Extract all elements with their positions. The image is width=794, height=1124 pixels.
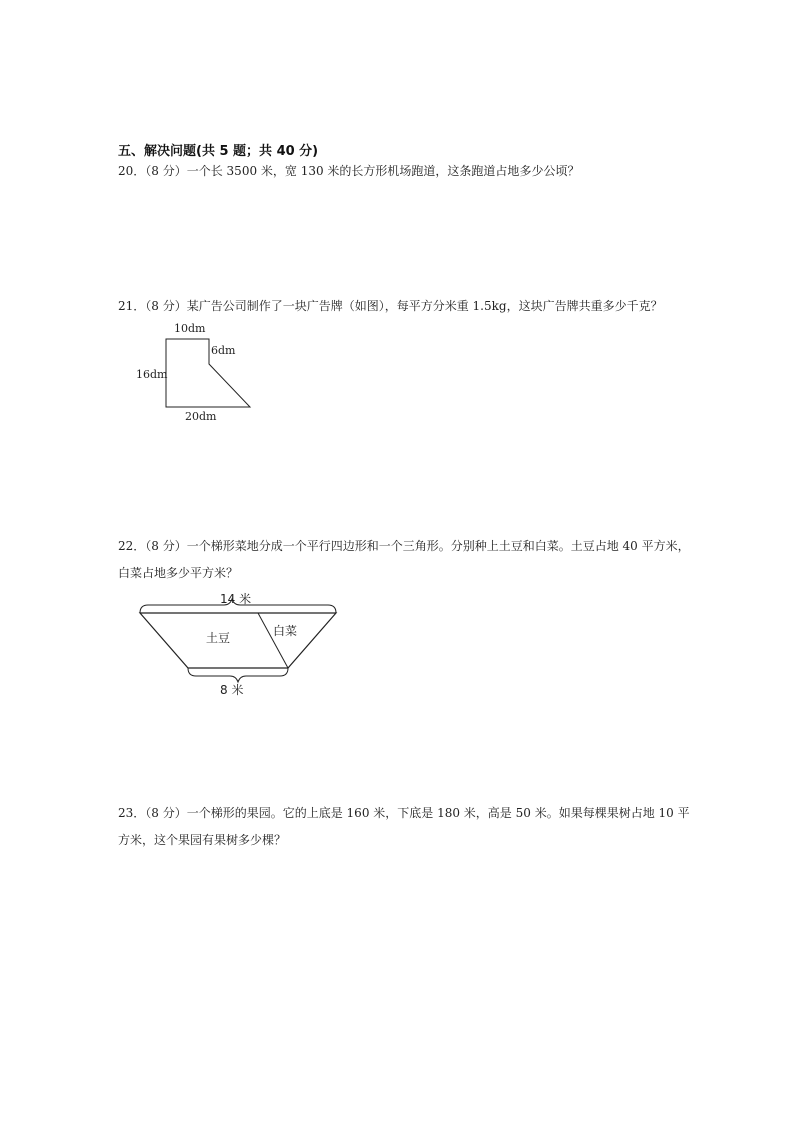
figure-label-bottom: 20dm — [185, 410, 217, 423]
question-22 — [118, 533, 693, 587]
bottom-brace — [188, 668, 288, 682]
question-23 — [118, 800, 693, 854]
question-text: 一个梯形的果园。它的上底是 160 米，下底是 180 米，高是 50 米。如果每棵果树占地 10 平方米，这个果园有果树多少棵？ — [118, 806, 690, 847]
question-number: 20． — [118, 164, 146, 178]
question-score: （8 分） — [145, 299, 187, 313]
question-number: 23． — [118, 806, 146, 820]
question-score: （8 分） — [145, 539, 187, 553]
trapezoid-field-figure — [130, 588, 360, 698]
figure-label-bottom: 8 米 — [220, 683, 244, 697]
trapezoid-outline — [140, 613, 336, 668]
divider-line — [258, 613, 288, 668]
figure-label-top: 14 米 — [220, 592, 252, 606]
region-label-cabbage: 白菜 — [273, 624, 298, 638]
region-label-potato: 土豆 — [206, 631, 231, 645]
section-title: 五、解决问题(共 5 题；共 40 分) — [118, 144, 319, 159]
figure-label-left: 16dm — [136, 368, 168, 381]
question-text: 某广告公司制作了一块广告牌（如图），每平方分米重 1.5kg，这块广告牌共重多少千克？ — [186, 299, 663, 313]
question-text: 一个梯形菜地分成一个平行四边形和一个三角形。分别种上土豆和白菜。土豆占地 40 平方米，白菜占地多少平方米？ — [118, 539, 690, 580]
question-score: （8 分） — [145, 164, 187, 178]
question-score: （8 分） — [145, 806, 187, 820]
question-number: 21． — [118, 299, 146, 313]
question-21 — [118, 293, 693, 320]
question-20 — [118, 158, 693, 185]
figure-label-top: 10dm — [174, 322, 206, 335]
billboard-figure — [130, 318, 270, 428]
figure-label-right: 6dm — [211, 344, 236, 357]
billboard-shape — [166, 339, 250, 407]
question-text: 一个长 3500 米，宽 130 米的长方形机场跑道，这条跑道占地多少公顷？ — [186, 164, 580, 178]
question-number: 22． — [118, 539, 146, 553]
